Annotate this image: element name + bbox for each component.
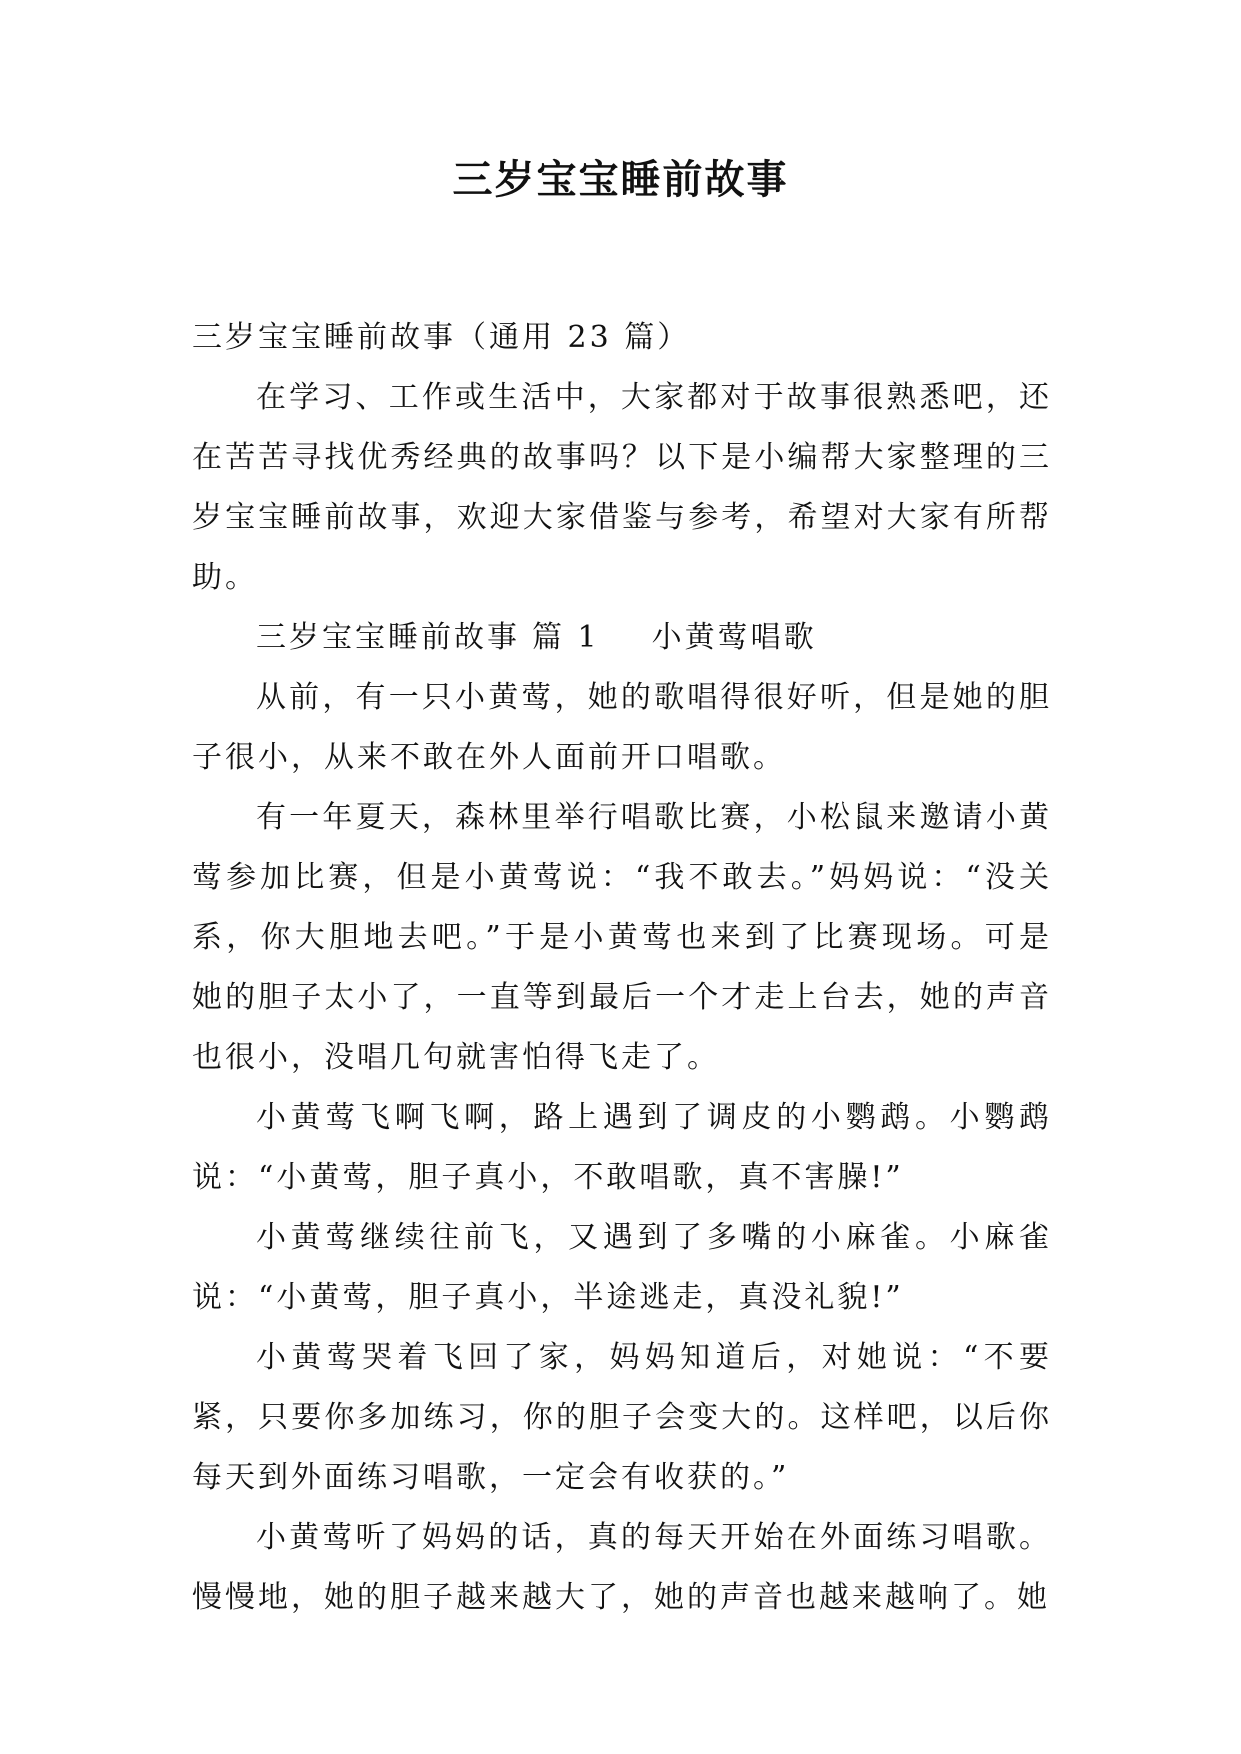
section-heading (192, 608, 1052, 668)
section-name: 小黄莺唱歌 (651, 620, 817, 655)
story-paragraph: 小黄莺继续往前飞，又遇到了多嘴的小麻雀。小麻雀说：“小黄莺，胆子真小，半途逃走，真没礼貌!” (192, 1220, 1052, 1315)
story-paragraph: 小黄莺听了妈妈的话，真的每天开始在外面练习唱歌。慢慢地，她的胆子越来越大了，她的声音也越来越响了。她 (192, 1520, 1052, 1615)
story-paragraph: 从前，有一只小黄莺，她的歌唱得很好听，但是她的胆子很小，从来不敢在外人面前开口唱歌。 (192, 680, 1052, 775)
story-paragraph: 小黄莺飞啊飞啊，路上遇到了调皮的小鹦鹉。小鹦鹉说：“小黄莺，胆子真小，不敢唱歌，真不害臊!” (192, 1100, 1052, 1195)
story-paragraph: 小黄莺哭着飞回了家，妈妈知道后，对她说：“不要紧，只要你多加练习，你的胆子会变大的。这样吧，以后你每天到外面练习唱歌，一定会有收获的。” (192, 1340, 1052, 1495)
document-title: 三岁宝宝睡前故事 (452, 156, 789, 203)
document-subtitle: 三岁宝宝睡前故事（通用 23 篇） (192, 320, 691, 355)
document-body (192, 308, 1052, 1628)
section-series: 三岁宝宝睡前故事 (256, 620, 520, 655)
intro-paragraph: 在学习、工作或生活中，大家都对于故事很熟悉吧，还在苦苦寻找优秀经典的故事吗？以下是小编帮大家整理的三岁宝宝睡前故事，欢迎大家借鉴与参考，希望对大家有所帮助。 (192, 380, 1052, 595)
section-number: 篇 1 (532, 620, 600, 655)
story-paragraph: 有一年夏天，森林里举行唱歌比赛，小松鼠来邀请小黄莺参加比赛，但是小黄莺说：“我不敢去。”妈妈说：“没关系，你大胆地去吧。”于是小黄莺也来到了比赛现场。可是她的胆子太小了，一直等到最后一个才走上台去，她的声音也很小，没唱几句就害怕得飞走了。 (192, 800, 1052, 1075)
